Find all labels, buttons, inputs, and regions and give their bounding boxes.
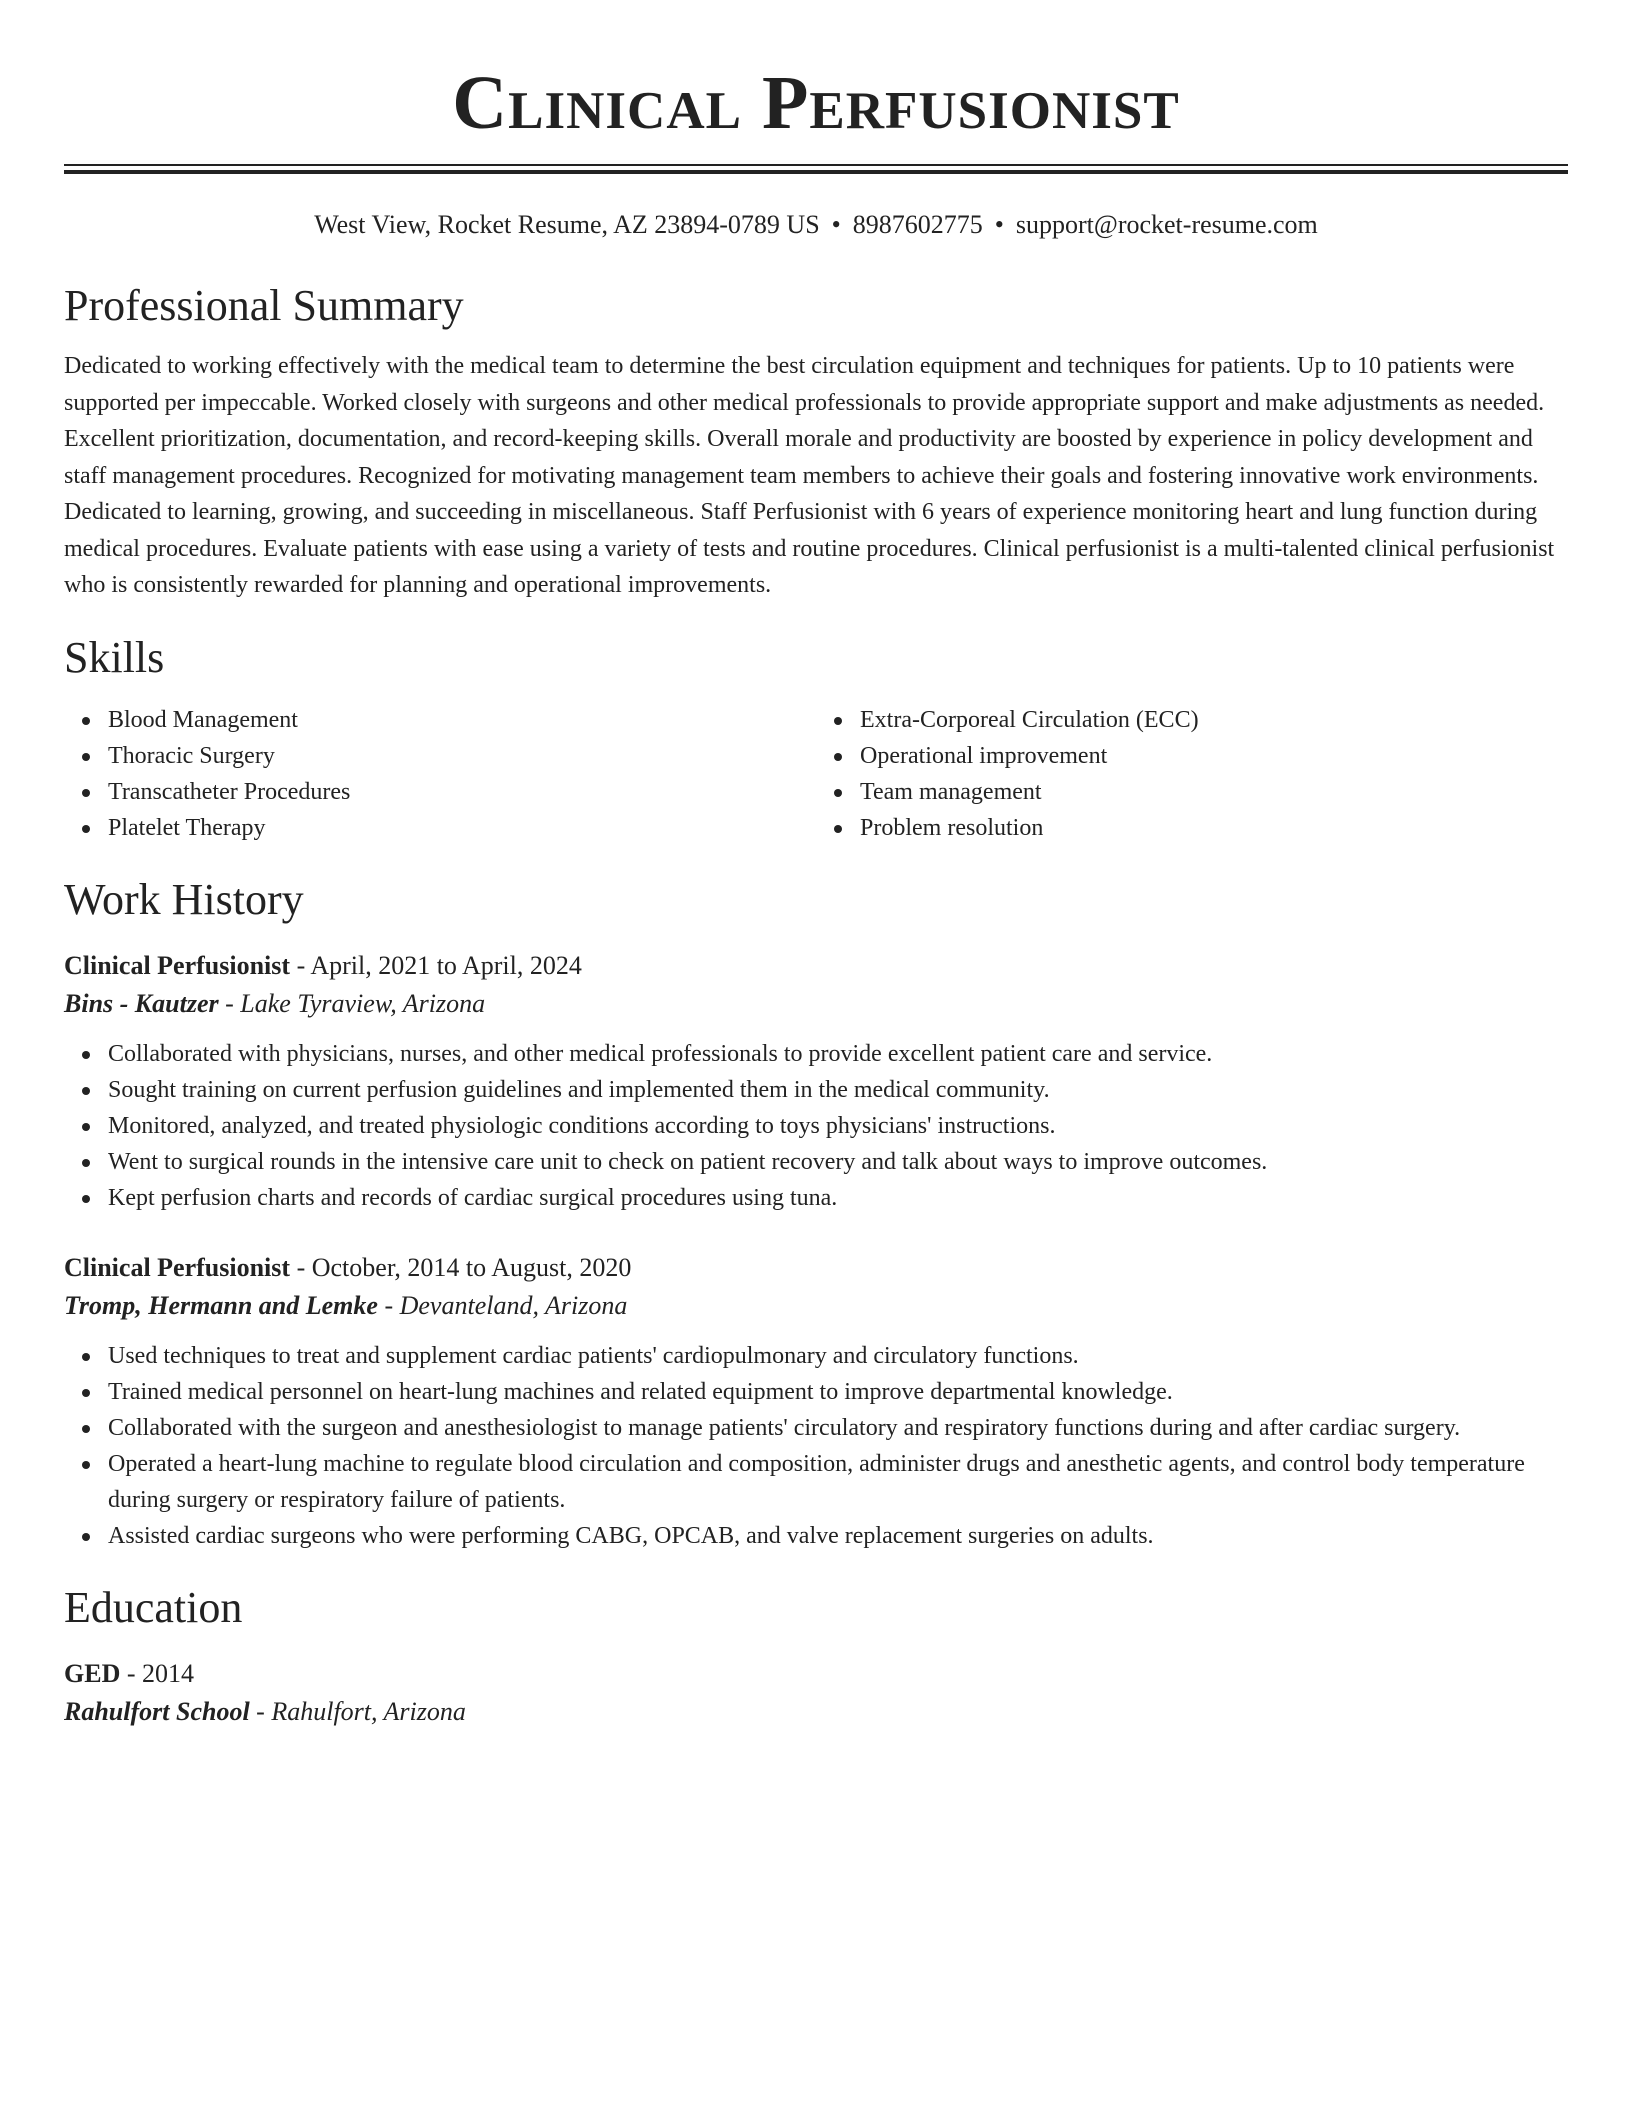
job-dates: October, 2014 to August, 2020 — [311, 1252, 632, 1282]
school-location: Rahulfort, Arizona — [271, 1696, 466, 1726]
skill-item: Transcatheter Procedures — [108, 774, 816, 810]
title-divider — [64, 164, 1568, 174]
skills-grid — [64, 702, 1568, 846]
employer-location: Lake Tyraview, Arizona — [240, 988, 486, 1018]
dash: - — [296, 950, 306, 980]
contact-separator: • — [831, 210, 841, 239]
degree-year: 2014 — [142, 1658, 195, 1688]
skill-item: Problem resolution — [860, 810, 1568, 846]
contact-email: support@rocket-resume.com — [1015, 210, 1318, 239]
list-item: Went to surgical rounds in the intensive care unit to check on patient recovery and talk about ways to improve outcomes. — [108, 1144, 1568, 1180]
school-line — [64, 1694, 1568, 1730]
dash: - — [126, 1658, 136, 1688]
work-history-heading: Work History — [64, 874, 304, 924]
contact-address: West View, Rocket Resume, AZ 23894-0789 US — [314, 210, 820, 239]
list-item: Collaborated with physicians, nurses, and other medical professionals to provide excellent patient care and service. — [108, 1036, 1568, 1072]
skills-column-right — [816, 702, 1568, 846]
skill-item: Thoracic Surgery — [108, 738, 816, 774]
degree-name: GED — [64, 1658, 121, 1688]
skill-item: Blood Management — [108, 702, 816, 738]
skill-item: Operational improvement — [860, 738, 1568, 774]
page-title: Clinical Perfusionist — [452, 61, 1180, 145]
contact-line — [64, 208, 1568, 242]
summary-text: Dedicated to working effectively with the medical team to determine the best circulation equipment and techniques for patients. Up to 10 patients were supported per impeccable. Worked closely with surgeons and other medical professionals to provide appropriate support and make adjustments as needed. Excellent prioritization, documentation, and record-keeping skills. Overall morale and productivity are boosted by experience in policy development and staff management procedures. Recognized for motivating management team members to achieve their goals and fostering innovative work environments. Dedicated to learning, growing, and succeeding in miscellaneous. Staff Perfusionist with 6 years of experience monitoring heart and lung function during medical procedures. Evaluate patients with ease using a variety of tests and routine procedures. Clinical perfusionist is a multi-talented clinical perfusionist who is consistently rewarded for planning and operational improvements. — [64, 353, 1555, 598]
list-item: Monitored, analyzed, and treated physiologic conditions according to toys physicians' instructions. — [108, 1108, 1568, 1144]
job-title-line — [64, 1250, 1568, 1286]
job-title: Clinical Perfusionist — [64, 950, 291, 980]
list-item: Assisted cardiac surgeons who were performing CABG, OPCAB, and valve replacement surgeries on adults. — [108, 1518, 1568, 1554]
employer-line — [64, 986, 1568, 1022]
dash: - — [384, 1290, 394, 1320]
contact-separator: • — [994, 210, 1004, 239]
job-bullets — [64, 1338, 1568, 1554]
job-title: Clinical Perfusionist — [64, 1252, 291, 1282]
skill-item: Platelet Therapy — [108, 810, 816, 846]
contact-phone: 8987602775 — [852, 210, 983, 239]
dash: - — [256, 1696, 265, 1726]
employer-name: Tromp, Hermann and Lemke — [64, 1290, 378, 1320]
job-dates: April, 2021 to April, 2024 — [310, 950, 582, 980]
job-entry — [64, 948, 1568, 1216]
list-item: Kept perfusion charts and records of cardiac surgical procedures using tuna. — [108, 1180, 1568, 1216]
skills-heading: Skills — [64, 632, 165, 682]
summary-heading: Professional Summary — [64, 281, 464, 330]
job-entry — [64, 1250, 1568, 1554]
list-item: Used techniques to treat and supplement cardiac patients' cardiopulmonary and circulatory functions. — [108, 1338, 1568, 1374]
list-item: Sought training on current perfusion guidelines and implemented them in the medical community. — [108, 1072, 1568, 1108]
employer-line — [64, 1288, 1568, 1324]
job-bullets — [64, 1036, 1568, 1216]
school-name: Rahulfort School — [64, 1696, 250, 1726]
list-item: Operated a heart-lung machine to regulate blood circulation and composition, administer drugs and anesthetic agents, and control body temperature during surgery or respiratory failure of patients. — [108, 1446, 1568, 1518]
degree-line — [64, 1656, 1568, 1692]
dash: - — [225, 988, 234, 1018]
skill-item: Team management — [860, 774, 1568, 810]
education-heading: Education — [64, 1582, 243, 1632]
dash: - — [296, 1252, 306, 1282]
employer-name: Bins - Kautzer — [64, 988, 219, 1018]
skill-item: Extra-Corporeal Circulation (ECC) — [860, 702, 1568, 738]
skills-column-left — [64, 702, 816, 846]
list-item: Collaborated with the surgeon and anesthesiologist to manage patients' circulatory and respiratory functions during and after cardiac surgery. — [108, 1410, 1568, 1446]
list-item: Trained medical personnel on heart-lung machines and related equipment to improve departmental knowledge. — [108, 1374, 1568, 1410]
job-title-line — [64, 948, 1568, 984]
employer-location: Devanteland, Arizona — [399, 1290, 628, 1320]
